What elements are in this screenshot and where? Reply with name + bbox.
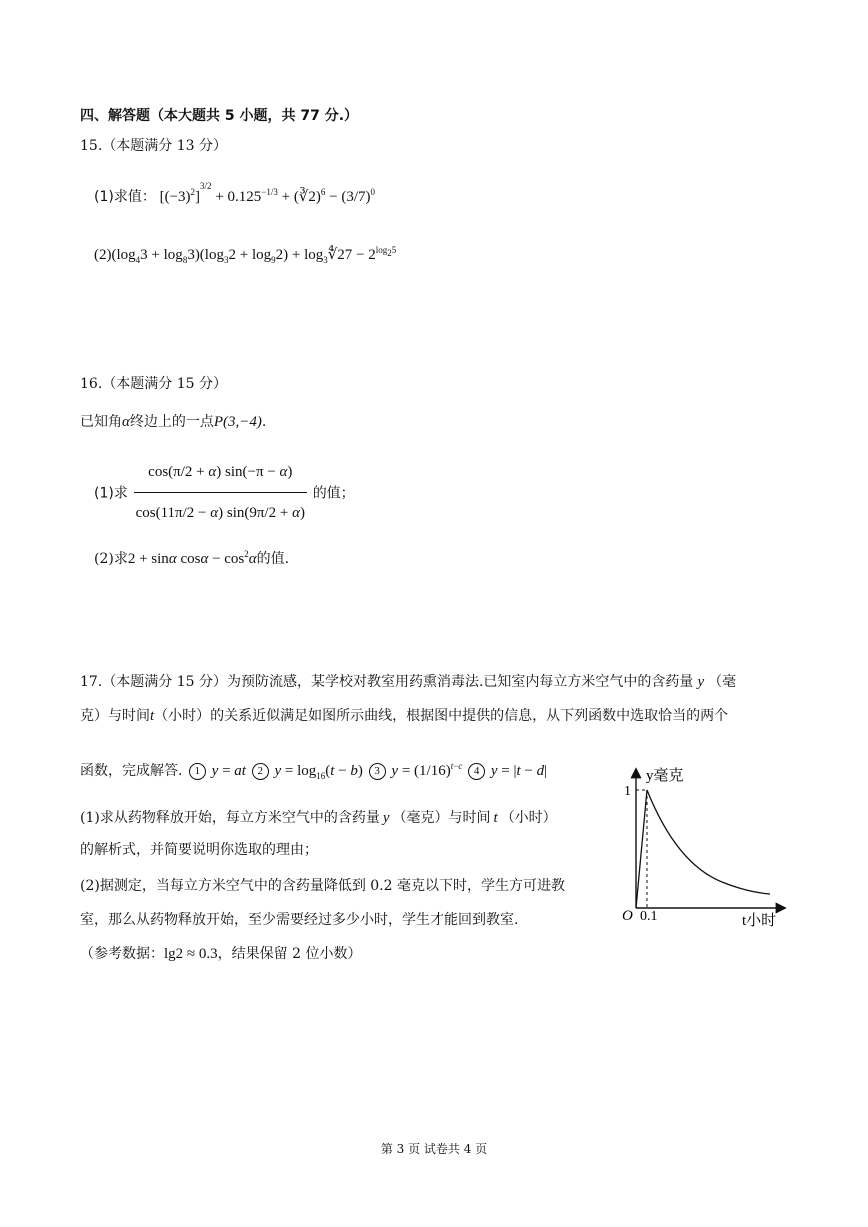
q17-var-y: y: [697, 674, 705, 690]
q17-line2: [80, 706, 728, 726]
q16-part2-label: (2)求: [94, 551, 128, 567]
q16-part1: [94, 452, 355, 533]
q15-part1-expr: $[(-3)^2]^{3/2} + 0.125^{-1/3}$ + (∛2)$^6$ − $(3/7)^0$: [159, 181, 375, 205]
q16-intro: 已知角α终边上的一点P(3,−4).: [80, 414, 267, 430]
q17-part1-c: （小时）: [500, 810, 557, 826]
q17-line3-text: 函数，完成解答.: [80, 763, 183, 779]
q17-part1-line1: [80, 808, 557, 828]
q17-var-t: t: [150, 708, 155, 724]
y-tick-label: 1: [624, 784, 631, 799]
q16-point: P(3,−4): [213, 414, 262, 430]
q16-intro-b: 终边上的一点: [129, 414, 214, 430]
section-title: 四、解答题（本大题共 5 小题，共 77 分.）: [80, 108, 359, 124]
q15-part1: [94, 182, 375, 207]
q15-part2-expr: $(\log_43 + \log_83)(\log_32 + \log_92)$ + $\log_3∜27 - 2^{log_25}$: [111, 245, 397, 265]
q15-header: 15.（本题满分 13 分）: [80, 138, 227, 154]
q16-part2: [94, 544, 289, 569]
decay-curve: [647, 790, 770, 894]
q15-part1-label: (1)求值：: [94, 189, 156, 205]
q16-part1-suffix: 的值；: [312, 485, 355, 502]
q17-part1-var-t: t: [493, 810, 498, 826]
q16-fraction: $\frac{\cos(\pi/2 + \alpha) \sin(-\pi - \alpha)}{\cos(11\pi/2 - \alpha) \sin(9\pi/2 + \alpha)}$: [134, 452, 307, 533]
page-footer: 第 3 页 试卷共 4 页: [380, 1142, 488, 1156]
q17-line2-b: （小时）的关系近似满足如图所示曲线，根据图中提供的信息，从下列函数中选取恰当的两个: [154, 708, 729, 724]
q17-part1-line2: 的解析式，并简要说明你选取的理由；: [80, 842, 318, 858]
q17-part1-var-y: y: [382, 810, 390, 826]
origin-label: O: [622, 908, 633, 924]
q15-part2-label: (2): [94, 247, 112, 263]
y-axis-label: y毫克: [646, 768, 684, 784]
x-tick-label: 0.1: [640, 909, 658, 924]
q17-part2-line2: 室，那么从药物释放开始，至少需要经过多少小时，学生才能回到教室.: [80, 912, 519, 928]
q17-reference: [80, 944, 361, 964]
q17-ref-math: lg2 ≈ 0.3: [164, 946, 218, 962]
q17-part1-b: （毫克）与时间: [392, 810, 491, 826]
q15-part2: [94, 240, 396, 270]
q17-header-end: （毫: [708, 674, 737, 690]
x-axis-label: t小时: [742, 913, 777, 929]
q17-part1-a: (1)求从药物释放开始，每立方米空气中的含药量: [80, 810, 380, 826]
q17-functions: 1 y = at 2 $y = \log_{16}(t - b)$ 3 $y = (1/16)^{t-c}$ 4 y = |t − d|: [187, 763, 547, 779]
q17-graph: [612, 760, 792, 930]
q17-ref-a: （参考数据：: [80, 946, 164, 962]
q17-ref-b: ，结果保留 2 位小数）: [217, 946, 362, 962]
rising-line: [636, 790, 647, 908]
q16-part2-suffix: 的值.: [256, 551, 290, 567]
q17-line3: [80, 756, 547, 786]
q16-part1-label: (1)求: [94, 485, 128, 502]
q17-header: 17.（本题满分 15 分）为预防流感，某学校对教室用药熏消毒法.已知室内每立方米空气中的含药量: [80, 674, 694, 690]
q17-line1: [80, 672, 736, 692]
q16-header: 16.（本题满分 15 分）: [80, 376, 227, 392]
alpha-symbol: α: [122, 414, 130, 430]
q17-line2-a: 克）与时间: [80, 708, 150, 724]
q16-intro-a: 已知角: [80, 414, 122, 430]
q16-part2-expr: 2 + sinα $\cos\alpha - \cos^2\alpha$: [127, 549, 257, 567]
q17-part2-line1: (2)据测定，当每立方米空气中的含药量降低到 0.2 毫克以下时，学生方可进教: [80, 878, 565, 894]
